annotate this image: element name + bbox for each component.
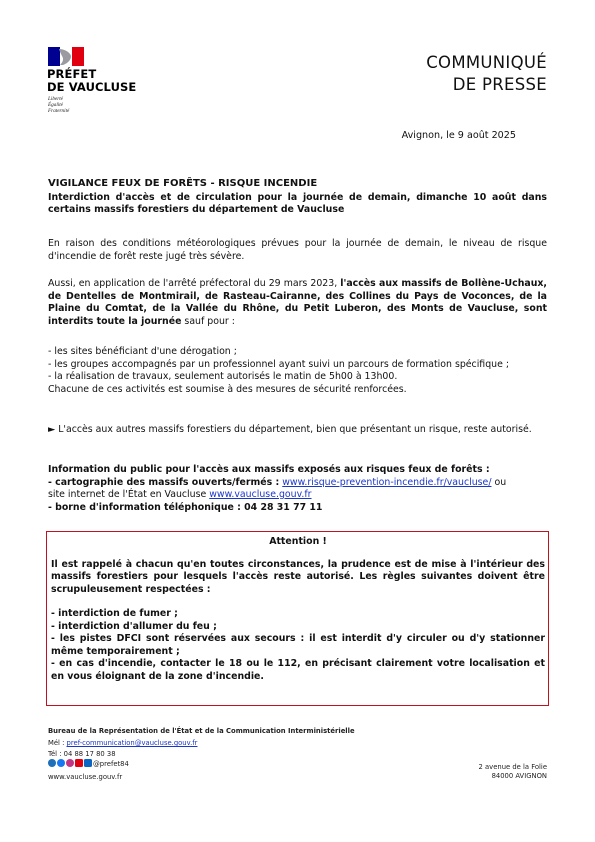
- instagram-icon[interactable]: [66, 759, 74, 767]
- logo-text-department: DE VAUCLUSE: [47, 80, 137, 94]
- logo-text-prefet: PRÉFET: [47, 67, 97, 81]
- document-type-line2: DE PRESSE: [452, 75, 547, 94]
- list-item: - les groupes accompagnés par un professionnel ayant suivi un parcours de formation spécifique ;: [48, 358, 510, 370]
- facebook-icon[interactable]: [57, 759, 65, 767]
- paragraph-conditions: En raison des conditions météorologiques prévues pour la journée de demain, le niveau de risque d'incendie de forêt reste jugé très sévère.: [48, 238, 547, 262]
- public-info-heading: Information du public pour l'accès aux massifs exposés aux risques feux de forêts :: [48, 464, 490, 475]
- page-subtitle: Interdiction d'accès et de circulation pour la journée de demain, dimanche 10 août dans certains massifs forestiers du département de Vaucluse: [48, 191, 547, 215]
- attention-intro: Il est rappelé à chacun qu'en toutes circonstances, la prudence est de mise à l'intérieur des massifs forestiers pour lesquels l'accès reste autorisé. Les règles suivantes doivent être scrupuleusement respectées :: [51, 558, 545, 595]
- youtube-icon[interactable]: [75, 759, 83, 767]
- linkedin-icon[interactable]: [84, 759, 92, 767]
- attention-box: [46, 531, 549, 706]
- footer-address: [479, 763, 547, 781]
- address-line1: 2 avenue de la Folie: [478, 763, 547, 771]
- marianne-logo-icon: [48, 47, 84, 66]
- motto-fraternite: Fraternité: [48, 108, 70, 114]
- motto-egalite: Égalité: [48, 102, 63, 108]
- rule-item: - interdiction d'allumer du feu ;: [51, 620, 217, 632]
- footer-mail-label: Mél :: [48, 739, 67, 747]
- rule-item: - en cas d'incendie, contacter le 18 ou le 112, en précisant clairement votre localisation et en vous éloignant de la zone d'incendie.: [51, 658, 545, 682]
- footer-mail-line: [48, 738, 197, 749]
- list-item: - les sites bénéficiant d'une dérogation ;: [48, 346, 237, 357]
- footer-bureau: Bureau de la Représentation de l'État et de la Communication Interministérielle: [48, 727, 355, 735]
- document-type-title: [426, 52, 547, 96]
- carto-link[interactable]: www.risque-prevention-incendie.fr/vaucluse/: [282, 476, 492, 488]
- public-info-block: [48, 464, 547, 514]
- attention-title: Attention !: [269, 536, 327, 547]
- carto-label: - cartographie des massifs ouverts/fermés :: [48, 476, 280, 488]
- footer-social: [48, 759, 129, 770]
- footer-website[interactable]: www.vaucluse.gouv.fr: [48, 773, 123, 781]
- paragraph-interdiction-intro: Aussi, en application de l'arrêté préfectoral du 29 mars 2023,: [48, 278, 341, 289]
- x-icon[interactable]: [48, 759, 56, 767]
- motto-liberte: Liberté: [48, 96, 63, 102]
- footer-mail-link[interactable]: pref-communication@vaucluse.gouv.fr: [66, 739, 198, 747]
- press-heading: [48, 178, 547, 217]
- phone-info: - borne d'information téléphonique : 04 28 31 77 11: [48, 501, 323, 513]
- social-handle: @prefet84: [93, 760, 129, 768]
- attention-rules: [51, 608, 545, 683]
- document-type-line1: COMMUNIQUÉ: [426, 53, 547, 72]
- page-title: VIGILANCE FEUX DE FORÊTS - RISQUE INCENDIE: [48, 178, 318, 189]
- paragraph-interdiction: [48, 278, 547, 328]
- paragraph-interdiction-massifs: l'accès aux massifs de Bollène-Uchaux, de Dentelles de Montmirail, de Rasteau-Cairanne, des Collines du Pays de Voconces, de la Plaine du Comtat, de la Vallée du Rhône, du Petit Luberon, des Monts de Vaucluse, sont interdits toute la journée: [48, 278, 547, 327]
- dateline: Avignon, le 9 août 2025: [401, 130, 516, 141]
- list-item: - la réalisation de travaux, seulement autorisés le matin de 5h00 à 13h00.: [48, 371, 398, 382]
- footer-tel: Tél : 04 88 17 80 38: [48, 750, 116, 758]
- exceptions-list: [48, 346, 547, 396]
- rule-item: - les pistes DFCI sont réservées aux secours : il est interdit d'y circuler ou d'y stationner même temporairement ;: [51, 633, 545, 657]
- rule-item: - interdiction de fumer ;: [51, 608, 178, 619]
- list-after-note: Chacune de ces activités est soumise à des mesures de sécurité renforcées.: [48, 383, 407, 395]
- site-label: site internet de l'État en Vaucluse: [48, 489, 207, 500]
- carto-or: ou: [491, 476, 507, 488]
- site-link[interactable]: www.vaucluse.gouv.fr: [209, 489, 312, 500]
- address-line2: 84000 AVIGNON: [491, 772, 547, 780]
- paragraph-interdiction-end: sauf pour :: [181, 315, 235, 327]
- paragraph-other-massifs: ► L'accès aux autres massifs forestiers du département, bien que présentant un risque, reste autorisé.: [48, 424, 532, 435]
